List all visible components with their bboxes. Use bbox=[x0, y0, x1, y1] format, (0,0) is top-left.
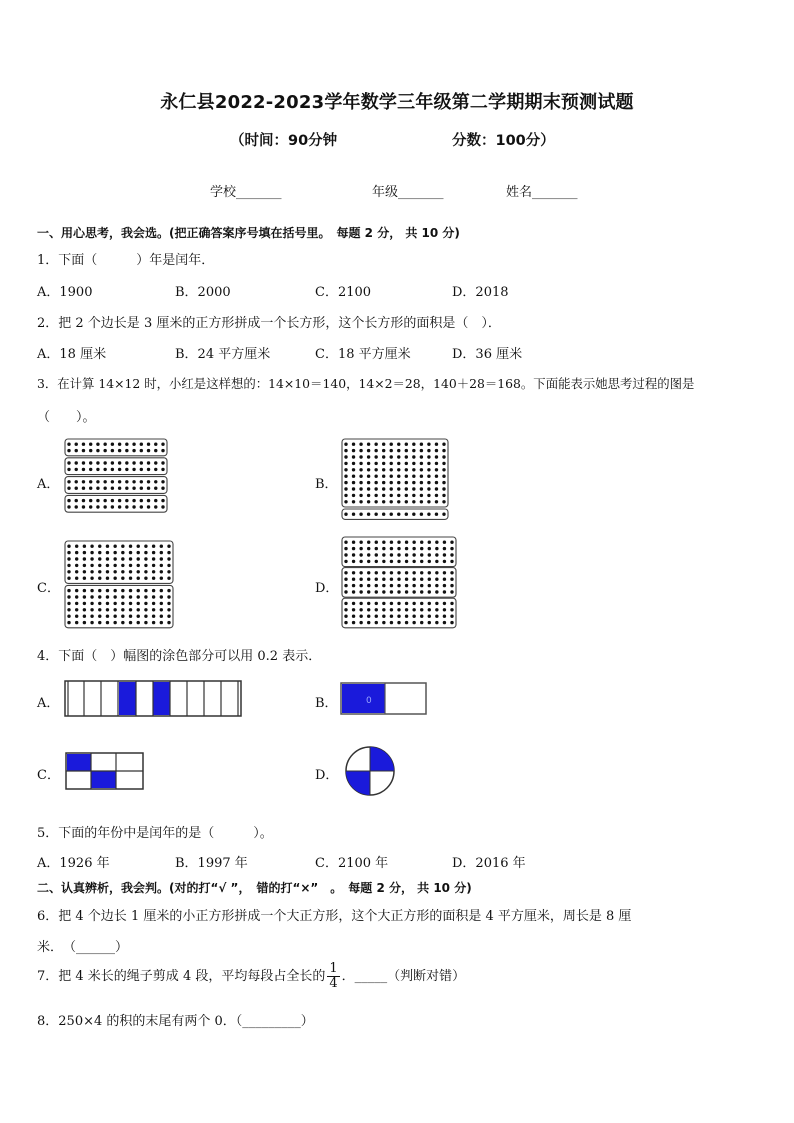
q1-option-d: D．2018 bbox=[452, 285, 509, 300]
q4-option-c: C． bbox=[37, 768, 60, 783]
q5-option-d: D．2016 年 bbox=[452, 856, 526, 871]
question-8: 8．250×4 的积的末尾有两个 0．（_________） bbox=[37, 1014, 314, 1029]
q2-option-a: A．18 厘米 bbox=[37, 347, 107, 362]
q4-option-a: A． bbox=[37, 696, 60, 711]
grade-field: 年级_______ bbox=[372, 185, 444, 200]
q2-option-b: B．24 平方厘米 bbox=[175, 347, 271, 362]
dot-block bbox=[342, 509, 448, 519]
exam-score: 分数：100分） bbox=[452, 133, 555, 149]
q4-figure-c bbox=[65, 752, 145, 792]
svg-text:0: 0 bbox=[366, 696, 372, 706]
q2-option-d: D．36 厘米 bbox=[452, 347, 523, 362]
question-1: 1．下面（ ）年是闰年． bbox=[37, 253, 215, 268]
dot-block bbox=[65, 458, 167, 475]
dot-block bbox=[65, 541, 173, 583]
question-3-line2: （ ）。 bbox=[37, 410, 96, 425]
q4-option-b: B． bbox=[315, 696, 338, 711]
q7-numerator: 1 bbox=[329, 961, 338, 976]
q7-text-before: 7．把 4 米长的绳子剪成 4 段，平均每段占全长的 bbox=[37, 969, 326, 984]
question-5: 5．下面的年份中是闰年的是（ ）。 bbox=[37, 826, 273, 841]
page-title: 永仁县2022-2023学年数学三年级第二学期期末预测试题 bbox=[160, 92, 634, 113]
question-4: 4．下面（ ）幅图的涂色部分可以用 0.2 表示． bbox=[37, 649, 322, 664]
q7-denominator: 4 bbox=[329, 976, 338, 991]
school-field: 学校_______ bbox=[210, 185, 282, 200]
q7-fraction bbox=[327, 962, 339, 991]
q3-dot-figure-b bbox=[341, 438, 451, 526]
name-field: 姓名_______ bbox=[506, 185, 578, 200]
question-3: 3．在计算 14×12 时，小红是这样想的：14×10＝140，14×2＝28，140＋28＝168。下面能表示她思考过程的图是 bbox=[37, 376, 695, 391]
q7-text-after: ．_____（判断对错） bbox=[341, 969, 466, 984]
question-2: 2．把 2 个边长是 3 厘米的正方形拼成一个长方形，这个长方形的面积是（ ）． bbox=[37, 316, 501, 331]
q4-figure-d bbox=[344, 745, 398, 799]
q3-option-b: B． bbox=[315, 477, 338, 492]
section-1-heading: 一、用心思考，我会选。(把正确答案序号填在括号里。 每题 2 分， 共 10 分) bbox=[37, 226, 460, 240]
q4-figure-a bbox=[64, 680, 244, 718]
q3-dot-figure-a bbox=[64, 438, 170, 524]
question-7 bbox=[37, 962, 465, 991]
question-6: 6．把 4 个边长 1 厘米的小正方形拼成一个大正方形，这个大正方形的面积是 4 平方厘米，周长是 8 厘 bbox=[37, 909, 632, 924]
q3-option-d: D． bbox=[315, 581, 339, 596]
q3-dot-figure-d bbox=[341, 536, 459, 632]
q5-option-a: A．1926 年 bbox=[37, 856, 110, 871]
dot-block bbox=[65, 439, 167, 456]
section-2-heading: 二、认真辨析，我会判。(对的打“√ ”， 错的打“×” 。 每题 2 分， 共 10 分) bbox=[37, 881, 472, 895]
question-6-line2: 米． （______） bbox=[37, 940, 129, 955]
exam-time: （时间：90分钟 bbox=[230, 133, 338, 149]
q5-option-c: C．2100 年 bbox=[315, 856, 389, 871]
dot-block bbox=[342, 439, 448, 507]
q4-option-d: D． bbox=[315, 768, 339, 783]
dot-block bbox=[65, 585, 173, 627]
q3-option-a: A． bbox=[37, 477, 60, 492]
q1-option-b: B．2000 bbox=[175, 285, 231, 300]
dot-block bbox=[65, 495, 167, 512]
q4-figure-b bbox=[340, 682, 428, 716]
q1-option-c: C．2100 bbox=[315, 285, 372, 300]
q5-option-b: B．1997 年 bbox=[175, 856, 248, 871]
q2-option-c: C．18 平方厘米 bbox=[315, 347, 411, 362]
q3-option-c: C． bbox=[37, 581, 60, 596]
q1-option-a: A．1900 bbox=[37, 285, 93, 300]
dot-block bbox=[65, 477, 167, 494]
q3-dot-figure-c bbox=[64, 540, 176, 630]
